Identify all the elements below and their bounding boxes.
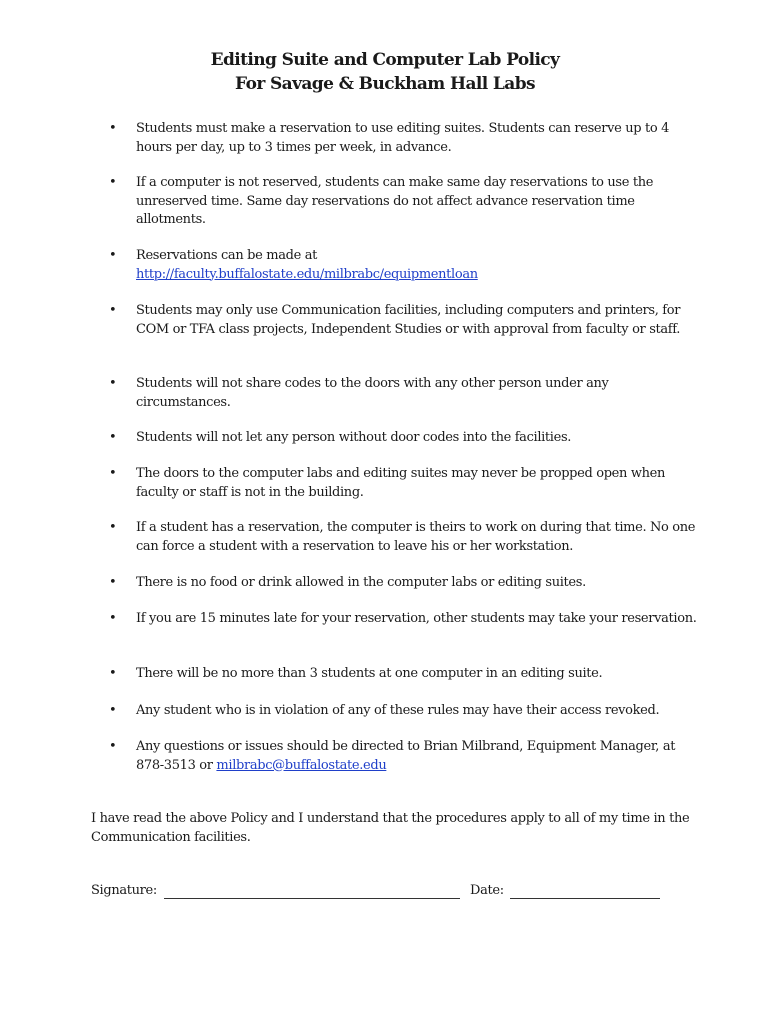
policy-item-text: There is no food or drink allowed in the computer labs or editing suites. [136, 575, 586, 590]
bullet-icon: • [109, 466, 117, 481]
bullet-icon: • [109, 175, 117, 190]
email-link[interactable]: milbrabc@buffalostate.edu [216, 757, 387, 773]
bullet-icon: • [109, 666, 117, 681]
policy-item [109, 429, 699, 448]
signature-row [91, 882, 711, 902]
bullet-icon: • [109, 739, 117, 754]
policy-item [109, 610, 699, 629]
signature-label: Signature: [91, 883, 157, 898]
reservation-text: Reservations can be made at [136, 248, 317, 263]
bullet-icon: • [109, 376, 117, 391]
bullet-icon: • [109, 303, 117, 318]
date-label: Date: [470, 883, 504, 898]
reservation-link[interactable]: http://faculty.buffalostate.edu/milbrabc/equipmentloan [136, 266, 478, 282]
document-title: Editing Suite and Computer Lab Policy [210, 50, 560, 70]
policy-item [109, 247, 699, 284]
bullet-icon: • [109, 611, 117, 626]
contact-text: Any questions or issues should be directed to Brian Milbrand, Equipment Manager, at 878-3513 or [136, 739, 676, 773]
bullet-icon: • [109, 248, 117, 263]
policy-item [109, 574, 699, 593]
bullet-icon: • [109, 703, 117, 718]
policy-item [109, 375, 699, 412]
document-subtitle: For Savage & Buckham Hall Labs [235, 74, 535, 94]
policy-item-text: Students will not let any person without door codes into the facilities. [136, 430, 572, 445]
policy-item-text [136, 738, 699, 775]
acknowledgement-statement: I have read the above Policy and I understand that the procedures apply to all of my time in the Communication facilities. [91, 811, 690, 845]
bullet-icon: • [109, 121, 117, 136]
date-line[interactable] [510, 898, 660, 899]
policy-item-text: Any student who is in violation of any of these rules may have their access revoked. [136, 703, 660, 718]
policy-item [109, 120, 699, 157]
bullet-icon: • [109, 575, 117, 590]
bullet-icon: • [109, 430, 117, 445]
policy-item [109, 665, 699, 684]
policy-item-text [136, 247, 699, 284]
policy-item [109, 738, 699, 775]
policy-item-text: Students may only use Communication facilities, including computers and printers, for COM or TFA class projects, Independent Studies or with approval from faculty or staff. [136, 303, 681, 337]
policy-item-text: If a student has a reservation, the computer is theirs to work on during that time. No one can force a student with a reservation to leave his or her workstation. [136, 520, 696, 554]
policy-item-text: If a computer is not reserved, students can make same day reservations to use the unreserved time. Same day reservations do not affect advance reservation time allotments. [136, 175, 654, 227]
policy-item-text: If you are 15 minutes late for your reservation, other students may take your reservation. [136, 611, 697, 626]
policy-item-text: There will be no more than 3 students at one computer in an editing suite. [136, 666, 603, 681]
policy-item [109, 174, 699, 230]
policy-item-text: Students will not share codes to the doors with any other person under any circumstances. [136, 376, 609, 410]
signature-line[interactable] [164, 898, 460, 899]
policy-item-text: The doors to the computer labs and editing suites may never be propped open when faculty or staff is not in the building. [136, 466, 665, 500]
policy-item-text: Students must make a reservation to use editing suites. Students can reserve up to 4 hours per day, up to 3 times per week, in advance. [136, 121, 670, 155]
bullet-icon: • [109, 520, 117, 535]
policy-item [109, 302, 699, 339]
policy-item [109, 519, 699, 556]
policy-item [109, 702, 699, 721]
policy-item [109, 465, 699, 502]
